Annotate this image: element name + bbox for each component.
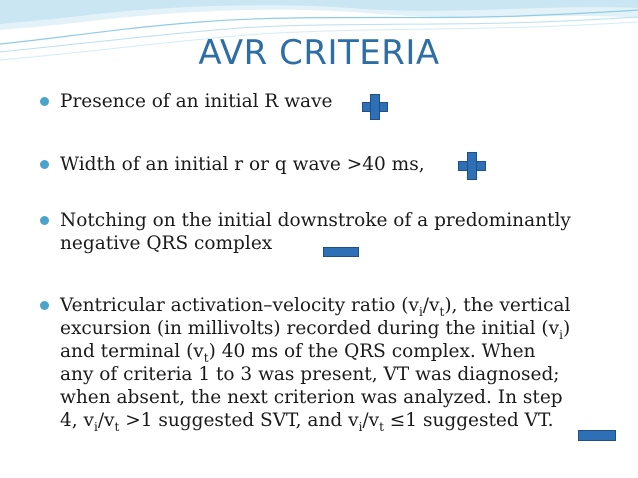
bullet-text-line: Ventricular activation–velocity ratio $(v_i/v_t)$, the vertical — [60, 295, 571, 319]
plus-icon — [458, 152, 486, 180]
bullet-text-line: excursion (in millivolts) recorded during the initial $(v_i)$ — [60, 318, 571, 342]
bullet-text-line: 4, $v_i/v_t >1$ suggested SVT, and $v_i/v_t \le 1$ suggested VT. — [60, 410, 554, 434]
bullet-dot-icon — [40, 97, 49, 106]
bullet-text-line: negative QRS complex — [60, 233, 273, 254]
bullet-dot-icon — [40, 301, 49, 310]
slide-title: AVR CRITERIA — [198, 33, 440, 73]
bullet-text-line: and terminal $(v_t)$ 40 ms of the QRS complex. When — [60, 341, 536, 365]
bullet-text: Width of an initial r or q wave >40 ms, — [60, 154, 425, 175]
plus-icon — [362, 94, 388, 120]
bullet-text: Presence of an initial R wave — [60, 91, 333, 112]
bullet-text-line: any of criteria 1 to 3 was present, VT was diagnosed; — [60, 364, 560, 385]
minus-icon — [578, 430, 616, 441]
bullet-text-line: when absent, the next criterion was analyzed. In step — [60, 387, 563, 408]
bullet-dot-icon — [40, 160, 49, 169]
bullet-dot-icon — [40, 216, 49, 225]
minus-icon — [323, 247, 359, 257]
bullet-text-line: Notching on the initial downstroke of a predominantly — [60, 210, 571, 231]
